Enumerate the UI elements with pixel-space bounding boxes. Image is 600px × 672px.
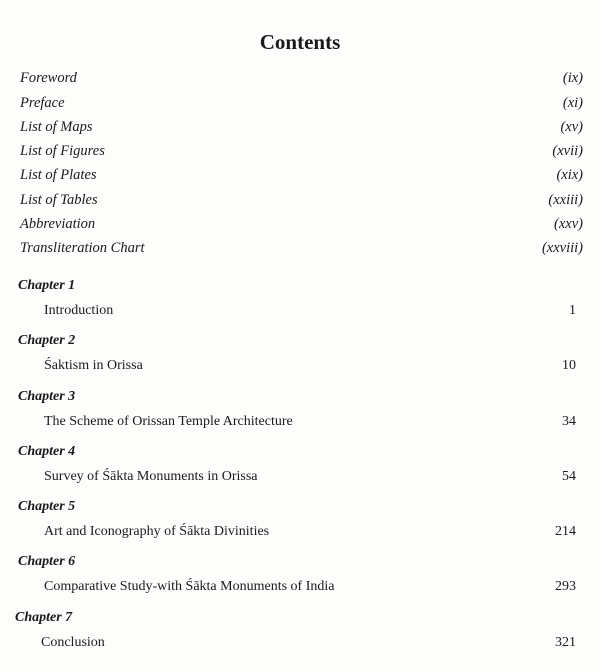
chapter-title: Conclusion	[41, 635, 105, 650]
chapter-entry	[44, 303, 576, 323]
chapter-heading: Chapter 4	[18, 444, 76, 459]
front-matter-item	[20, 119, 585, 139]
front-matter-page: (xix)	[556, 167, 583, 183]
chapter-heading: Chapter 5	[18, 499, 76, 514]
chapter-title: Introduction	[44, 303, 114, 318]
front-matter-page: (xvii)	[552, 143, 583, 159]
front-matter-label: List of Figures	[20, 143, 105, 159]
front-matter-label: List of Plates	[20, 167, 97, 183]
chapter-entry	[44, 414, 576, 434]
chapter-page: 293	[555, 579, 576, 594]
front-matter-item	[20, 216, 585, 236]
chapter-entry	[44, 579, 576, 599]
chapter-page: 54	[562, 469, 576, 484]
chapter-title: Śaktism in Orissa	[44, 358, 143, 373]
chapter-page: 10	[562, 358, 576, 373]
front-matter-page: (xxviii)	[541, 240, 583, 256]
chapter-entry	[44, 358, 576, 378]
chapter-heading: Chapter 3	[18, 389, 76, 404]
front-matter-label: Abbreviation	[20, 216, 96, 232]
chapter-entry	[41, 635, 576, 655]
front-matter-item	[20, 95, 585, 115]
front-matter-item	[20, 167, 585, 187]
chapter-heading: Chapter 2	[18, 333, 76, 348]
front-matter-item	[20, 240, 585, 260]
chapter-page: 1	[569, 303, 576, 318]
chapter-entry	[44, 524, 576, 544]
front-matter-page: (xxiii)	[548, 192, 583, 208]
chapter-page: 321	[555, 635, 576, 650]
front-matter-label: Foreword	[20, 70, 77, 86]
front-matter-page: (xxv)	[554, 216, 583, 232]
chapter-title: Comparative Study-with Śākta Monuments of India	[44, 579, 335, 594]
front-matter-page: (xv)	[560, 119, 583, 135]
chapter-entry	[44, 469, 576, 489]
front-matter-item	[20, 70, 585, 90]
chapter-heading: Chapter 7	[15, 610, 73, 625]
chapter-heading: Chapter 6	[18, 554, 76, 569]
chapter-title: Survey of Śākta Monuments in Orissa	[44, 469, 258, 484]
page-title: Contents	[259, 30, 341, 54]
front-matter-label: Preface	[20, 95, 65, 111]
front-matter-label: List of Maps	[20, 119, 93, 135]
front-matter-item	[20, 192, 585, 212]
chapter-title: Art and Iconography of Śākta Divinities	[44, 524, 270, 539]
chapter-page: 214	[555, 524, 576, 539]
front-matter-label: Transliteration Chart	[20, 240, 145, 256]
front-matter-page: (ix)	[562, 70, 583, 86]
front-matter-page: (xi)	[562, 95, 583, 111]
chapter-page: 34	[562, 414, 576, 429]
chapter-title: The Scheme of Orissan Temple Architecture	[44, 414, 293, 429]
front-matter-label: List of Tables	[20, 192, 98, 208]
chapter-heading: Chapter 1	[18, 278, 76, 293]
front-matter-item	[20, 143, 585, 163]
